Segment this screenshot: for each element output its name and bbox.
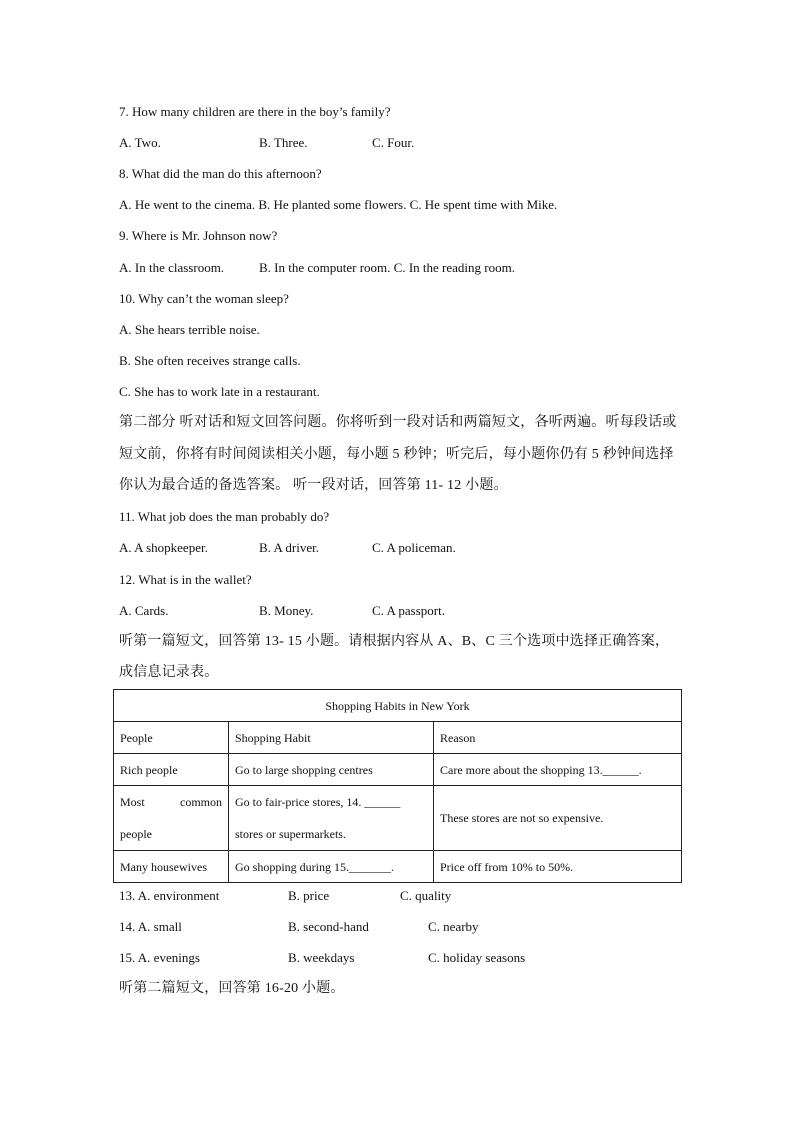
q15-option-a: 15. A. evenings [119, 950, 200, 965]
q12-option-a: A. Cards. [119, 603, 169, 618]
table-row [114, 754, 682, 786]
q7-option-a: A. Two. [119, 135, 161, 150]
header-people: People [114, 722, 229, 754]
q7-option-b: B. Three. [259, 135, 308, 150]
q13-option-c: C. quality [400, 888, 452, 903]
table-row [114, 786, 682, 851]
q15-option-c: C. holiday seasons [428, 950, 526, 965]
question-8: 8. What did the man do this afternoon? [119, 166, 322, 181]
cell-habit: Go to large shopping centres [229, 754, 434, 786]
question-9: 9. Where is Mr. Johnson now? [119, 228, 278, 243]
cell-reason: These stores are not so expensive. [434, 786, 682, 851]
passage2-instructions: 听第二篇短文，回答第 16-20 小题。 [119, 981, 345, 996]
question-11: 11. What job does the man probably do? [119, 509, 330, 524]
passage1-instructions-line1: 听第一篇短文，回答第 13- 15 小题。请根据内容从 A、B、C 三个选项中选择正确答案， [119, 634, 670, 649]
q11-option-c: C. A policeman. [372, 540, 456, 555]
cell-habit: Go shopping during 15._______. [229, 851, 434, 883]
table-header-row [114, 722, 682, 754]
cell-people-word3: people [120, 827, 152, 841]
cell-habit-line2: stores or supermarkets. [235, 827, 346, 841]
question-12: 12. What is in the wallet? [119, 572, 252, 587]
q14-option-a: 14. A. small [119, 919, 182, 934]
q14-option-b: B. second-hand [288, 919, 369, 934]
header-reason: Reason [434, 722, 682, 754]
q13-option-a: 13. A. environment [119, 888, 220, 903]
q11-option-b: B. A driver. [259, 540, 319, 555]
cell-reason: Care more about the shopping 13.______. [434, 754, 682, 786]
q7-option-c: C. Four. [372, 135, 415, 150]
cell-people-word1: Most [120, 795, 145, 809]
q11-option-a: A. A shopkeeper. [119, 540, 208, 555]
q13-option-b: B. price [288, 888, 330, 903]
part2-instructions-line1: 第二部分 听对话和短文回答问题。你将听到一段对话和两篇短文，各听两遍。听每段话或 [119, 415, 677, 430]
q9-options-bc: B. In the computer room. C. In the reading room. [259, 260, 515, 275]
q10-option-a: A. She hears terrible noise. [119, 322, 260, 337]
part2-instructions-line3: 你认为最合适的备选答案。 听一段对话，回答第 11- 12 小题。 [119, 478, 508, 493]
cell-people [114, 786, 229, 851]
q12-option-c: C. A passport. [372, 603, 445, 618]
q12-option-b: B. Money. [259, 603, 314, 618]
q8-options: A. He went to the cinema. B. He planted some flowers. C. He spent time with Mike. [119, 197, 558, 212]
q10-option-b: B. She often receives strange calls. [119, 353, 301, 368]
cell-reason: Price off from 10% to 50%. [434, 851, 682, 883]
shopping-habits-table [113, 689, 682, 883]
header-shopping-habit: Shopping Habit [229, 722, 434, 754]
cell-habit [229, 786, 434, 851]
question-7: 7. How many children are there in the boy’s family? [119, 104, 391, 119]
part2-instructions-line2: 短文前，你将有时间阅读相关小题，每小题 5 秒钟；听完后，每小题你仍有 5 秒钟间选择 [119, 447, 674, 462]
q15-option-b: B. weekdays [288, 950, 355, 965]
table-row [114, 851, 682, 883]
q10-option-c: C. She has to work late in a restaurant. [119, 384, 320, 399]
question-10: 10. Why can’t the woman sleep? [119, 291, 289, 306]
passage1-instructions-line2: 成信息记录表。 [119, 665, 219, 680]
cell-people: Many housewives [114, 851, 229, 883]
cell-habit-line1: Go to fair-price stores, 14. ______ [235, 795, 401, 809]
q14-option-c: C. nearby [428, 919, 479, 934]
cell-people-word2: common [180, 795, 222, 809]
q9-option-a: A. In the classroom. [119, 260, 225, 275]
table-title: Shopping Habits in New York [114, 690, 682, 722]
cell-people: Rich people [114, 754, 229, 786]
